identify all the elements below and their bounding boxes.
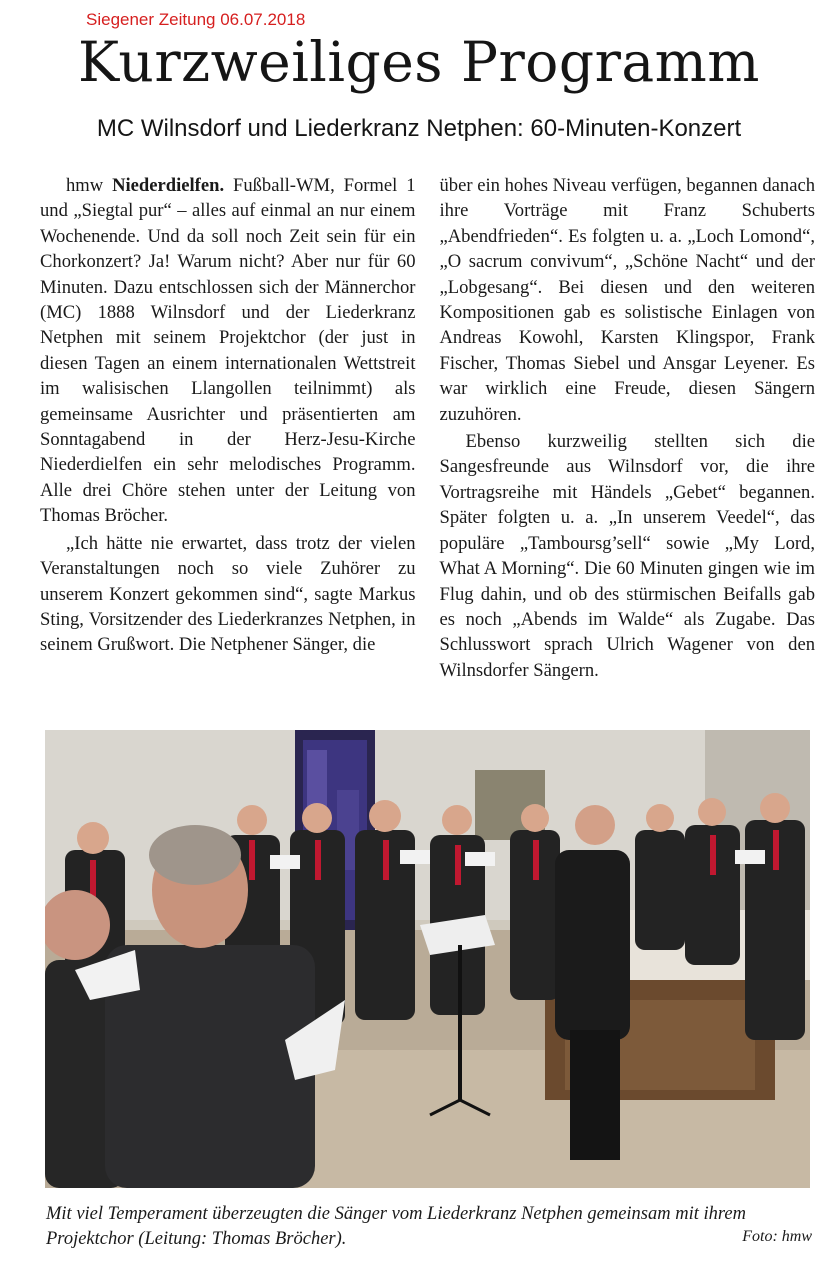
paragraph-text: Fußball-WM, Formel 1 und „Siegtal pur“ – alles auf einmal an nur einem Wochenende. Und da soll noch Zeit sein für ein Chorkonzert? Ja! Warum nicht? Aber nur für 60 Minuten. Dazu entschlossen sich der Männerchor (MC) 1888 Wilnsdorf und der Liederkranz Netphen mit seinem Projektchor (der just in diesen Tagen an einem internationalen Wettstreit im walisischen Llangollen teilnimmt) als gemeinsame Ausrichter und präsentierten am Sonntagabend in der Herz-Jesu-Kirche Niederdielfen ein sehr melodisches Programm. Alle drei Chöre stehen unter der Leitung von Thomas Bröcher.: [40, 175, 416, 527]
headline: Kurzweiliges Programm: [78, 30, 760, 94]
article-column-1: [40, 173, 416, 713]
article-paragraph: [40, 173, 416, 529]
photo-credit: Foto: hmw: [742, 1228, 812, 1245]
article-paragraph: über ein hohes Niveau verfügen, begannen danach ihre Vorträge mit Franz Schuberts „Abendfrieden“. Es folgten u. a. „Loch Lomond“, „O sacrum convivum“, „Schöne Nacht“ und der „Lobgesang“. Bei diesen und den weiteren Kompositionen gab es solistische Einlagen von Andreas Kowohl, Karsten Klingspor, Frank Fischer, Thomas Siebel und Ansgar Leyener. Es war wirklich eine Freude, diesen Sängern zuzuhören.: [439, 175, 815, 425]
photo-caption: Mit viel Temperament überzeugten die Sänger vom Liederkranz Netphen gemeinsam mit ihrem Projektchor (Leitung: Thomas Bröcher).: [46, 1204, 746, 1249]
article-body: [40, 173, 815, 713]
dateline: Niederdielfen.: [112, 175, 225, 196]
article-paragraph: Ebenso kurzweilig stellten sich die Sangesfreunde aus Wilnsdorf vor, die ihre Vortragsreihe mit Händels „Gebet“ begannen. Später folgten u. a. „In unserem Veedel“, das populäre „Tamboursg’sell“ sowie „My Lord, What A Morning“. Die 60 Minuten gingen wie im Flug dahin, und ob des stürmischen Beifalls gab es noch „Abends im Walde“ als Zugabe. Das Schlusswort sprach Ulrich Wagener von den Wilnsdorfer Sängern.: [439, 431, 815, 681]
choir-photo: [45, 730, 810, 1188]
article-paragraph: „Ich hätte nie erwartet, dass trotz der vielen Veranstaltungen noch so viele Zuhörer zu unserem Konzert gekommen sind“, sagte Markus Sting, Vorsitzender des Liederkranzes Netphen, in seinem Grußwort. Die Netphener Sänger, die: [40, 532, 416, 656]
article-column-2: [440, 173, 816, 713]
newspaper-source-date: Siegener Zeitung 06.07.2018: [86, 10, 306, 29]
author-initials: hmw: [66, 175, 113, 196]
subheadline: MC Wilnsdorf und Liederkranz Netphen: 60-Minuten-Konzert: [96, 115, 742, 142]
